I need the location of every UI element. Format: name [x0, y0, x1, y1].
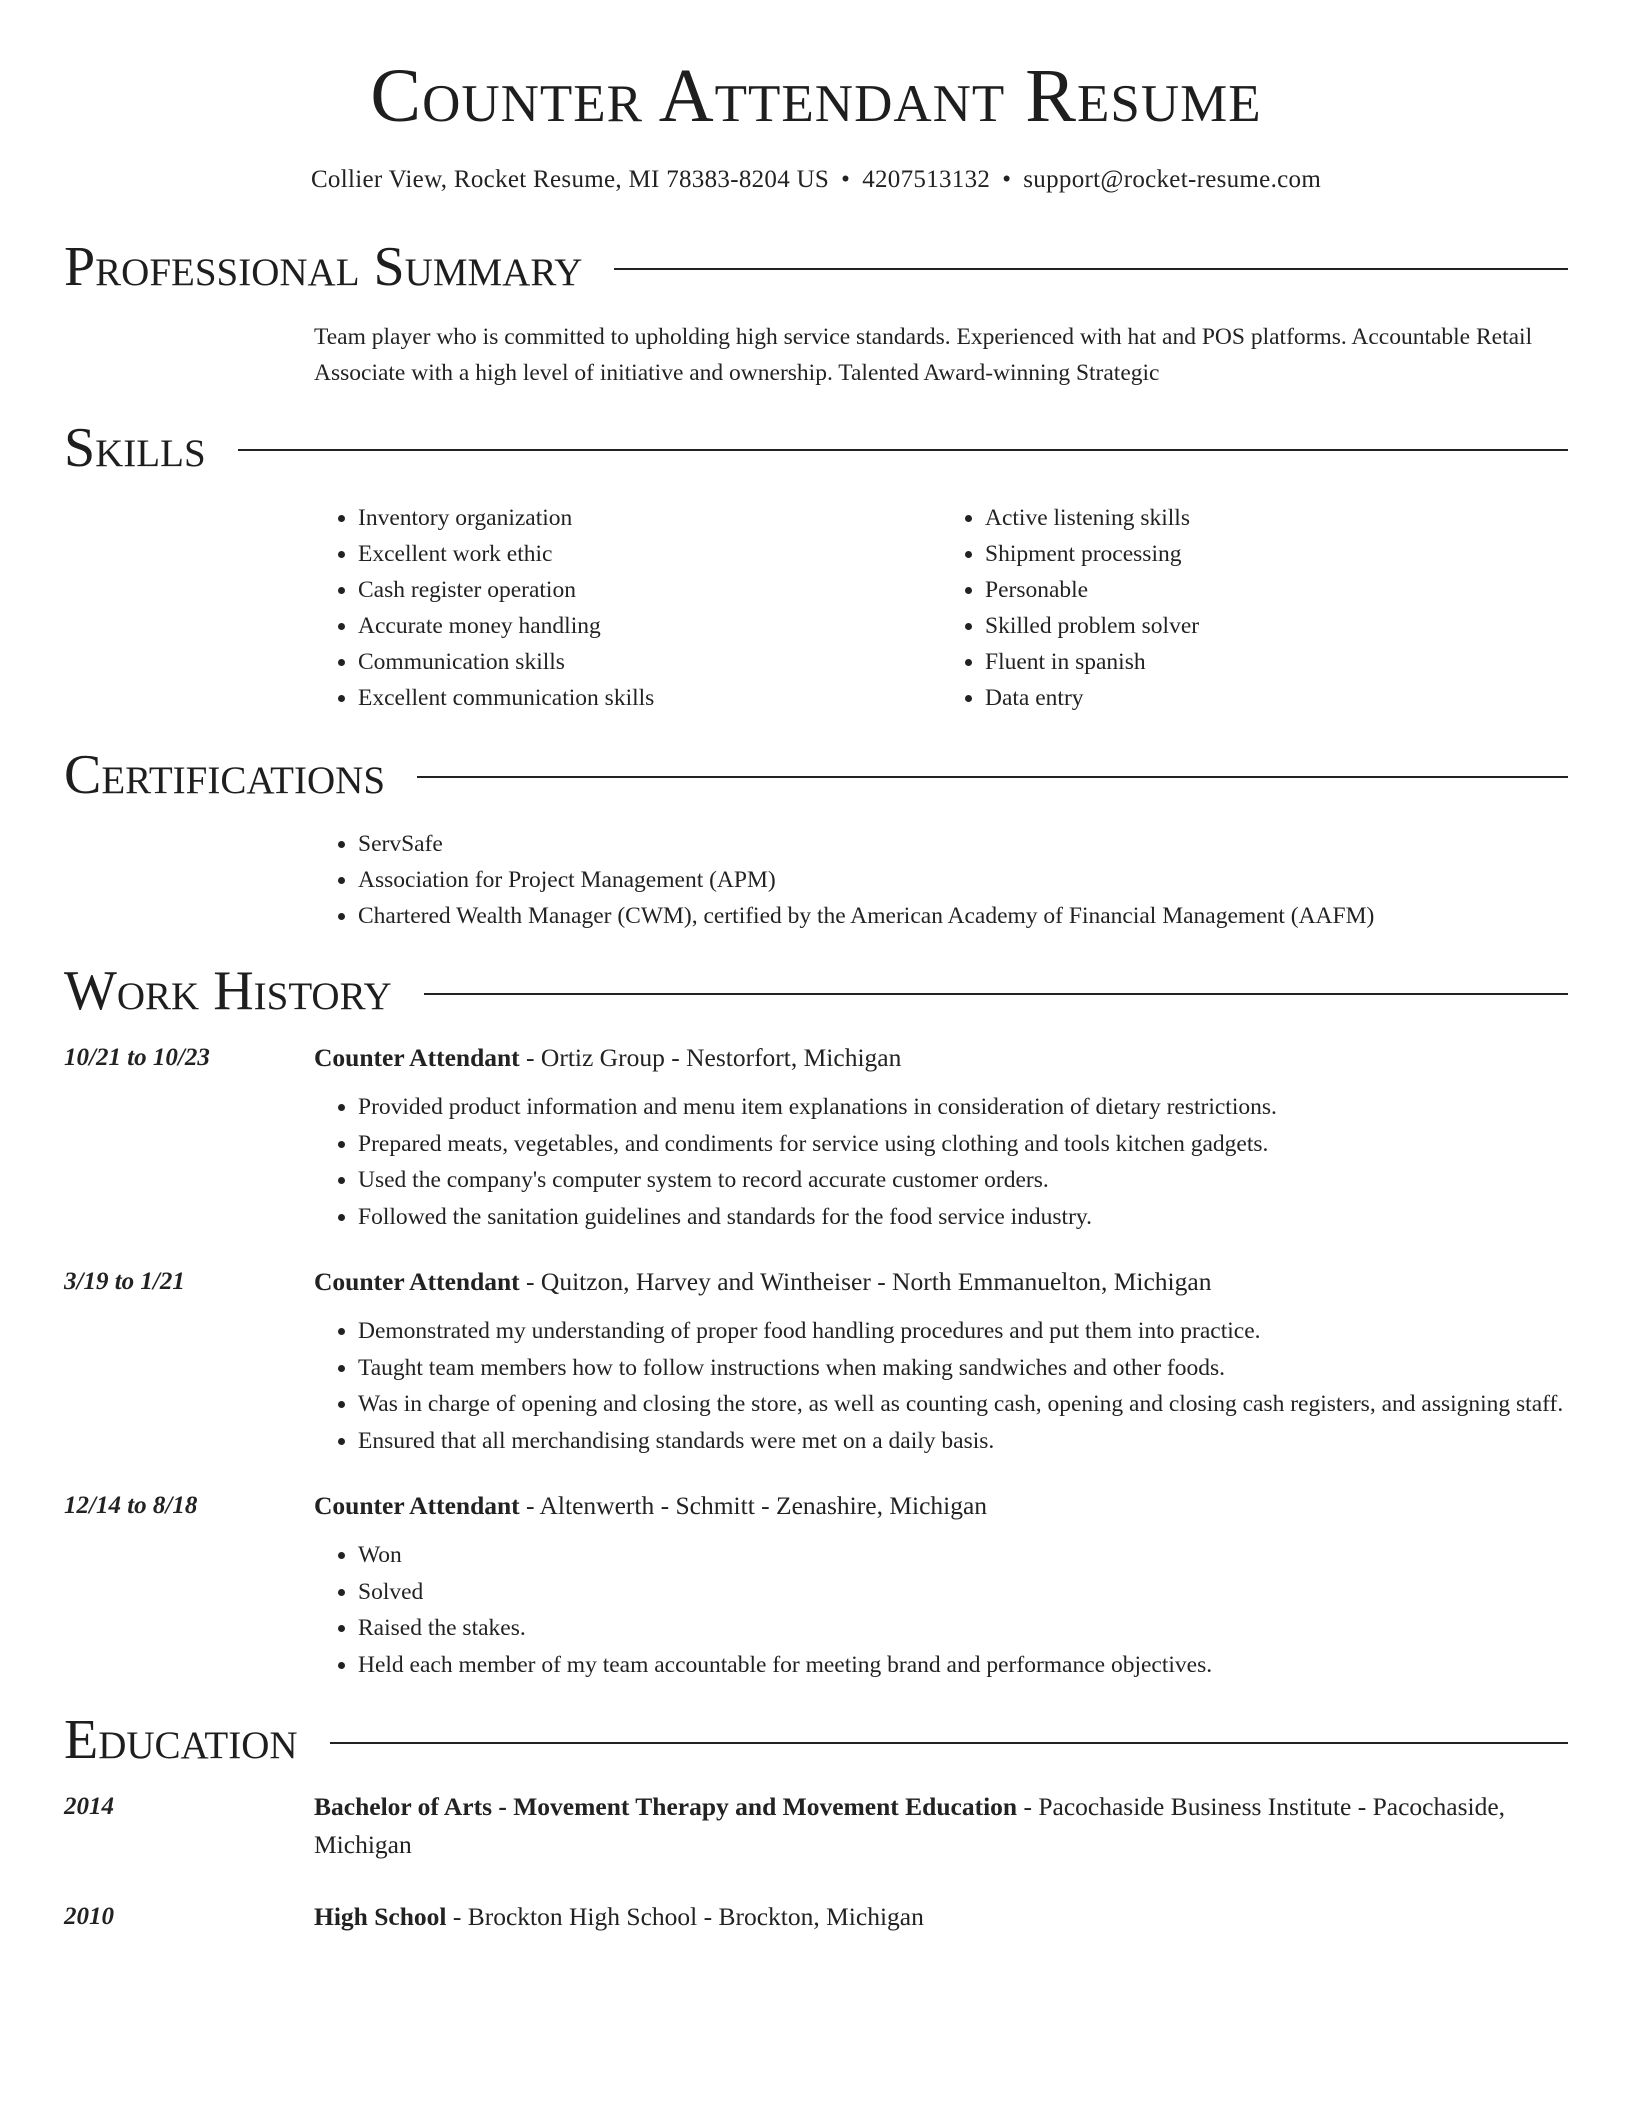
- job-duty: • Won: [358, 1537, 1568, 1574]
- section-divider: [424, 993, 1568, 995]
- education-entry: [64, 1898, 1568, 1936]
- skill-item: • Communication skills: [358, 644, 941, 680]
- job-duty: • Prepared meats, vegetables, and condiments for service using clothing and tools kitchen gadgets.: [358, 1126, 1568, 1163]
- skill-item: • Excellent communication skills: [358, 680, 941, 716]
- job-duties: [314, 1313, 1568, 1459]
- section-divider: [614, 268, 1568, 270]
- skills-list: [314, 500, 1568, 716]
- skill-item: • Inventory organization: [358, 500, 941, 536]
- section-heading: Certifications: [64, 743, 386, 806]
- skill-item: • Accurate money handling: [358, 608, 941, 644]
- job-duty: • Provided product information and menu item explanations in consideration of dietary restrictions.: [358, 1089, 1568, 1126]
- job-title: Counter Attendant: [314, 1267, 520, 1297]
- skill-item: • Cash register operation: [358, 572, 941, 608]
- job-duty: • Demonstrated my understanding of proper food handling procedures and put them into practice.: [358, 1313, 1568, 1350]
- certification-item: • Association for Project Management (APM): [358, 862, 1568, 898]
- contact-separator: •: [1002, 166, 1012, 193]
- job-duty: • Raised the stakes.: [358, 1610, 1568, 1647]
- job-duties: [314, 1537, 1568, 1683]
- certification-item: • ServSafe: [358, 826, 1568, 862]
- job-duty: • Was in charge of opening and closing the store, as well as counting cash, opening and closing cash registers, and assigning staff.: [358, 1386, 1568, 1423]
- section-heading: Professional Summary: [64, 236, 583, 298]
- education-degree: Bachelor of Arts - Movement Therapy and Movement Education: [314, 1791, 1018, 1821]
- education-degree: High School: [314, 1901, 447, 1931]
- education-year: 2010: [64, 1902, 114, 1930]
- job-duty: • Taught team members how to follow instructions when making sandwiches and other foods.: [358, 1350, 1568, 1387]
- education-school: - Pacochaside Business Institute - Pacochaside, Michigan: [314, 1791, 1506, 1859]
- skill-item: • Active listening skills: [985, 500, 1568, 536]
- certifications-section: [64, 743, 1568, 935]
- skill-item: • Excellent work ethic: [358, 536, 941, 572]
- job-duty: • Used the company's computer system to record accurate customer orders.: [358, 1162, 1568, 1199]
- skill-item: • Skilled problem solver: [985, 608, 1568, 644]
- education-year: 2014: [64, 1792, 114, 1820]
- job-entry: [64, 1487, 1568, 1683]
- certification-item: • Chartered Wealth Manager (CWM), certified by the American Academy of Financial Management (AAFM): [358, 898, 1568, 934]
- contact-address: Collier View, Rocket Resume, MI 78383-8204 US: [310, 166, 830, 193]
- job-info: [314, 1487, 1568, 1683]
- contact-email: support@rocket-resume.com: [1023, 166, 1322, 193]
- contact-separator: •: [841, 166, 851, 193]
- section-divider: [417, 776, 1568, 778]
- contact-phone: 4207513132: [862, 166, 991, 193]
- contact-line: [64, 166, 1568, 194]
- job-employer: - Ortiz Group - Nestorfort, Michigan: [519, 1043, 902, 1073]
- job-employer: - Quitzon, Harvey and Wintheiser - North Emmanuelton, Michigan: [519, 1267, 1212, 1297]
- summary-body: [314, 319, 1568, 391]
- summary-text: Team player who is committed to upholding high service standards. Experienced with hat and POS platforms. Accountable Retail Associate with a high level of initiative and ownership. Talented Award-winning Strategic: [314, 323, 1533, 386]
- section-divider: [238, 449, 1568, 451]
- skills-section: [64, 416, 1568, 716]
- job-employer: - Altenwerth - Schmitt - Zenashire, Michigan: [519, 1491, 988, 1521]
- job-title: Counter Attendant: [314, 1491, 520, 1521]
- skill-item: • Shipment processing: [985, 536, 1568, 572]
- section-heading: Skills: [64, 416, 206, 479]
- job-duties: [314, 1089, 1568, 1235]
- education-header: [64, 1711, 1568, 1770]
- job-dates: 12/14 to 8/18: [64, 1492, 198, 1520]
- job-entry: [64, 1263, 1568, 1459]
- certifications-body: [314, 826, 1568, 934]
- job-heading: [314, 1263, 1568, 1301]
- education-info: [314, 1788, 1568, 1864]
- skills-column-right: [941, 500, 1568, 716]
- summary-section: [64, 238, 1568, 391]
- job-info: [314, 1263, 1568, 1459]
- section-divider: [330, 1742, 1568, 1744]
- certifications-list: [314, 826, 1568, 934]
- job-duty: • Solved: [358, 1574, 1568, 1611]
- job-heading: [314, 1487, 1568, 1525]
- job-duty: • Held each member of my team accountable for meeting brand and performance objectives.: [358, 1647, 1568, 1684]
- education-section: [64, 1711, 1568, 1936]
- job-duty: • Followed the sanitation guidelines and standards for the food service industry.: [358, 1199, 1568, 1236]
- education-school: - Brockton High School - Brockton, Michigan: [446, 1901, 924, 1931]
- job-info: [314, 1039, 1568, 1235]
- education-info: [314, 1898, 1568, 1936]
- job-dates: 10/21 to 10/23: [64, 1044, 210, 1072]
- skill-item: • Fluent in spanish: [985, 644, 1568, 680]
- skill-item: • Personable: [985, 572, 1568, 608]
- job-duty: • Ensured that all merchandising standards were met on a daily basis.: [358, 1423, 1568, 1460]
- job-dates: 3/19 to 1/21: [64, 1268, 185, 1296]
- resume-title: Counter Attendant Resume: [370, 54, 1262, 138]
- skills-header: [64, 416, 1568, 479]
- section-heading: Work History: [64, 960, 392, 1023]
- skills-column-left: [314, 500, 941, 716]
- summary-header: [64, 238, 1568, 297]
- work-history-section: [64, 962, 1568, 1683]
- certifications-header: [64, 743, 1568, 806]
- work-history-header: [64, 962, 1568, 1021]
- job-title: Counter Attendant: [314, 1043, 520, 1073]
- job-entry: [64, 1039, 1568, 1235]
- skill-item: • Data entry: [985, 680, 1568, 716]
- section-heading: Education: [64, 1709, 298, 1772]
- job-heading: [314, 1039, 1568, 1077]
- education-entry: [64, 1788, 1568, 1864]
